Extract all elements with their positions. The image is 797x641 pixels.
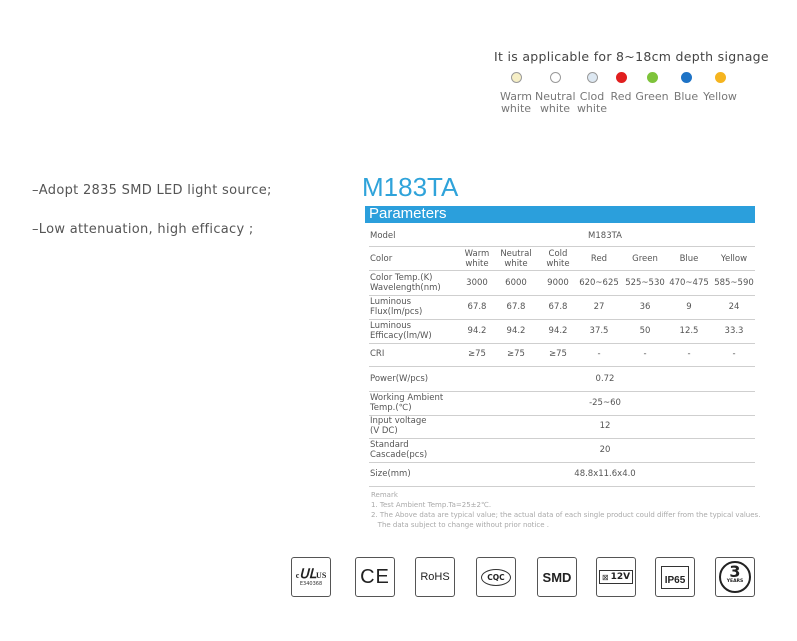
table-cell: 12.5: [679, 326, 699, 336]
smd-icon: [537, 557, 577, 597]
table-cell: 48.8x11.6x4.0: [574, 469, 636, 479]
row-label: Input voltage (V DC): [370, 416, 427, 436]
color-head-5: Blue: [679, 254, 699, 264]
feature-efficacy: –Low attenuation, high efficacy ;: [32, 222, 254, 237]
table-cell: 67.8: [506, 302, 526, 312]
table-cell: ≥75: [549, 349, 567, 359]
remark-line-3: The data subject to change without prior notice .: [371, 521, 549, 529]
color-label: Color: [370, 254, 393, 264]
table-cell: 3000: [466, 278, 488, 288]
swatch-0: [496, 72, 536, 115]
row-label: Luminous Efficacy(lm/W): [370, 321, 432, 341]
model-label: Model: [370, 231, 396, 241]
remark-title: Remark: [371, 491, 398, 499]
table-cell: 94.2: [548, 326, 568, 336]
table-cell: 470~475: [669, 278, 709, 288]
table-cell: -: [643, 349, 647, 359]
model-value: M183TA: [588, 231, 622, 241]
ul-us-mark: US: [316, 571, 327, 580]
ip65-icon: [655, 557, 695, 597]
row-label: Size(mm): [370, 469, 411, 479]
row-label: Working Ambient Temp.(℃): [370, 393, 444, 413]
voltage-icon: ⊠ 12V: [596, 557, 636, 597]
swatch-dot: [550, 72, 561, 83]
swatch-6: [700, 72, 740, 103]
table-cell: 9: [686, 302, 692, 312]
table-cell: 20: [599, 445, 611, 455]
warranty-years-text: YEARS: [726, 579, 744, 584]
warranty-icon: [715, 557, 755, 597]
row-label: Power(W/pcs): [370, 374, 429, 384]
row-label: Color Temp.(K) Wavelength(nm): [370, 273, 441, 293]
table-cell: 9000: [547, 278, 569, 288]
swatch-label: Warm white: [500, 90, 532, 115]
cqc-text: CQC: [487, 572, 505, 582]
table-cell: 585~590: [714, 278, 754, 288]
applicable-note: It is applicable for 8~18cm depth signage: [494, 49, 769, 64]
table-cell: -: [687, 349, 691, 359]
model-title: M183TA: [362, 172, 459, 202]
table-cell: 0.72: [595, 374, 615, 384]
color-head-4: Green: [632, 254, 658, 264]
table-cell: 36: [639, 302, 651, 312]
table-cell: 525~530: [625, 278, 665, 288]
table-cell: 6000: [505, 278, 527, 288]
ul-listed-icon: cᑌᒪUS E340368: [291, 557, 331, 597]
color-head-0: Warm white: [464, 249, 490, 269]
feature-light-source: –Adopt 2835 SMD LED light source;: [32, 183, 272, 198]
parameters-bar: [365, 206, 755, 223]
voltage-text: 12V: [610, 572, 631, 582]
table-cell: 67.8: [548, 302, 568, 312]
ul-c-mark: c: [295, 571, 300, 580]
swatch-label: Clod white: [576, 90, 608, 115]
swatch-label: Green: [635, 90, 669, 103]
parameters-label: Parameters: [369, 205, 447, 222]
smd-text: SMD: [542, 569, 572, 585]
table-cell: 37.5: [589, 326, 609, 336]
swatch-dot: [715, 72, 726, 83]
table-cell: 50: [639, 326, 651, 336]
rohs-icon: [415, 557, 455, 597]
table-cell: 33.3: [724, 326, 744, 336]
table-cell: 67.8: [467, 302, 487, 312]
table-cell: 94.2: [467, 326, 487, 336]
row-label: CRI: [370, 349, 385, 359]
swatch-dot: [511, 72, 522, 83]
remark-line-1: 1. Test Ambient Temp.Ta=25±2℃.: [371, 501, 492, 509]
swatch-dot: [647, 72, 658, 83]
color-head-1: Neutral white: [500, 249, 532, 269]
table-cell: -: [597, 349, 601, 359]
row-label: Luminous Flux(lm/pcs): [370, 297, 423, 317]
table-cell: ≥75: [468, 349, 486, 359]
color-head-3: Red: [590, 254, 608, 264]
ul-file-number: E340368: [299, 581, 323, 587]
ip-text: IP65: [664, 574, 686, 586]
row-label: Standard Cascade(pcs): [370, 440, 428, 460]
ce-text: CE: [360, 565, 390, 588]
swatch-label: Neutral white: [535, 90, 576, 115]
swatch-dot: [587, 72, 598, 83]
ce-mark-icon: [355, 557, 395, 597]
color-head-6: Yellow: [720, 254, 748, 264]
cqc-icon: [476, 557, 516, 597]
table-cell: ≥75: [507, 349, 525, 359]
rohs-text: RoHS: [420, 571, 450, 583]
swatch-label: Blue: [673, 90, 699, 103]
swatch-dot: [616, 72, 627, 83]
table-cell: -: [732, 349, 736, 359]
swatch-dot: [681, 72, 692, 83]
table-cell: 94.2: [506, 326, 526, 336]
table-cell: 27: [593, 302, 605, 312]
table-cell: 24: [728, 302, 740, 312]
table-cell: 620~625: [579, 278, 619, 288]
table-cell: 12: [599, 421, 611, 431]
swatch-1: [535, 72, 575, 115]
swatch-label: Yellow: [703, 90, 737, 103]
color-head-2: Cold white: [546, 249, 570, 269]
remark-line-2: 2. The Above data are typical value; the actual data of each single product could differ from the typical values.: [371, 511, 761, 519]
warranty-years-number: 3: [729, 562, 741, 581]
swatch-label: Red: [610, 90, 632, 103]
table-cell: -25~60: [589, 398, 621, 408]
